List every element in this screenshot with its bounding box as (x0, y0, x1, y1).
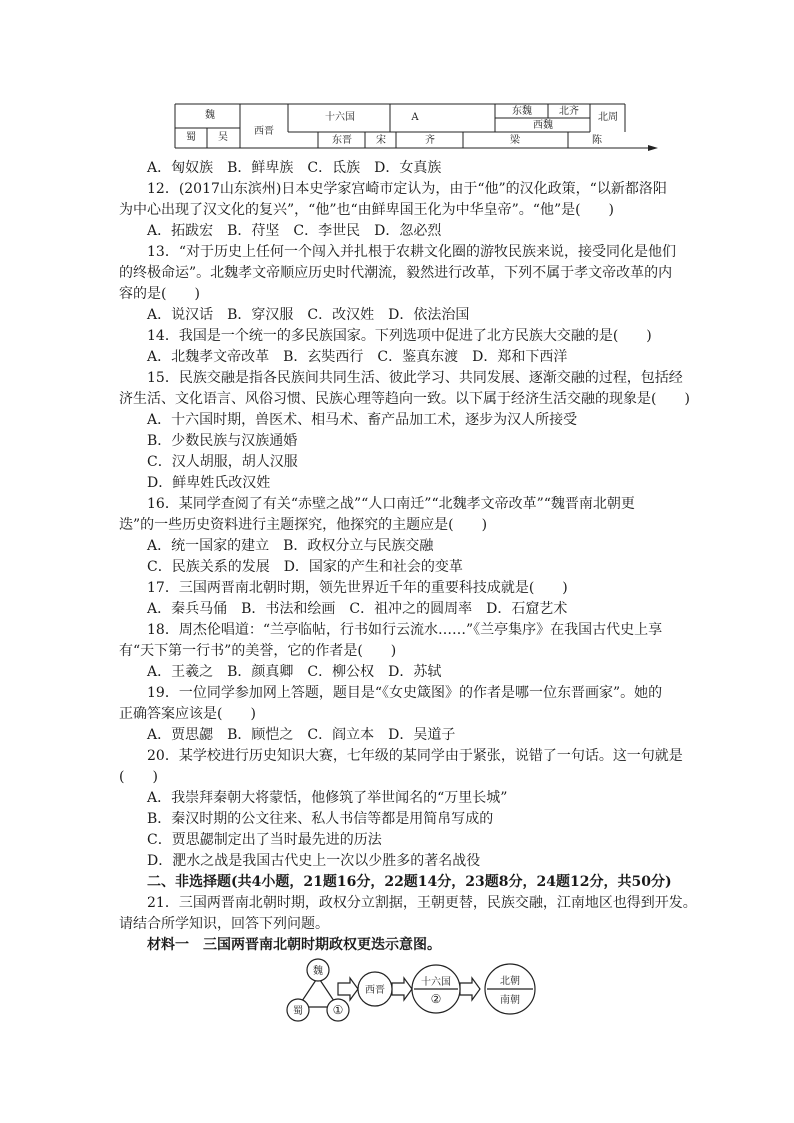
timeline-dongjin: 东晋 (332, 135, 352, 146)
q13-options: A．说汉话 B．穿汉服 C．改汉姓 D．依法治国 (147, 307, 470, 323)
q16-stem-2: 迭”的一些历史资料进行主题探究，他探究的主题应是( ) (119, 517, 488, 533)
q15-option-a: A．十六国时期，兽医术、相马术、畜产品加工术，逐步为汉人所接受 (147, 412, 578, 428)
q14-options: A．北魏孝文帝改革 B．玄奘西行 C．鉴真东渡 D．郑和下西洋 (147, 349, 568, 365)
timeline-shu: 蜀 (186, 132, 196, 143)
timeline-song: 宋 (376, 135, 386, 146)
timeline-wei: 魏 (205, 110, 215, 121)
q15-option-d: D．鲜卑姓氏改汉姓 (147, 475, 271, 491)
timeline-xijin: 西晋 (254, 126, 274, 137)
timeline-dongwei: 东魏 (512, 106, 532, 117)
diagram-blank-1: ① (332, 1003, 344, 1017)
q19-stem-2: 正确答案应该是( ) (119, 706, 256, 722)
diagram-shiliuguo: 十六国 (421, 977, 451, 988)
q20-stem-2: ( ) (119, 769, 158, 785)
diagram-xijin: 西晋 (365, 985, 385, 996)
q17-options: A．秦兵马俑 B．书法和绘画 C．祖冲之的圆周率 D．石窟艺术 (147, 601, 568, 617)
q12-stem-1: 12．(2017山东滨州)日本史学家宫崎市定认为，由于“他”的汉化政策，“以新都洛阳 (147, 181, 667, 197)
q15-stem-2: 济生活、文化语言、风俗习惯、民族心理等趋向一致。以下属于经济生活交融的现象是( ) (119, 391, 690, 407)
q18-stem-1: 18．周杰伦唱道：“兰亭临帖，行书如行云流水……”《兰亭集序》在我国古代史上享 (147, 622, 663, 638)
q20-option-d: D．淝水之战是我国古代史上一次以少胜多的著名战役 (147, 853, 481, 869)
diagram-wei: 魏 (313, 966, 323, 977)
q13-stem-3: 容的是( ) (119, 286, 200, 302)
q19-stem-1: 19．一位同学参加网上答题，题目是“《女史箴图》的作者是哪一位东晋画家”。她的 (147, 685, 663, 701)
q15-option-b: B．少数民族与汉族通婚 (147, 433, 298, 449)
timeline-liang: 梁 (510, 135, 520, 146)
q20-stem-1: 20．某学校进行历史知识大赛，七年级的某同学由于紧张，说错了一句话。这一句就是 (147, 748, 683, 764)
q18-stem-2: 有“天下第一行书”的美誉，它的作者是( ) (119, 643, 397, 659)
q20-option-c: C．贾思勰制定出了当时最先进的历法 (147, 832, 382, 848)
q12-options: A．拓跋宏 B．苻坚 C．李世民 D．忽必烈 (147, 223, 442, 239)
timeline-beizhou: 北周 (598, 112, 618, 123)
q13-stem-2: 的终极命运”。北魏孝文帝顺应历史时代潮流，毅然进行改革，下列不属于孝文帝改革的内 (119, 265, 673, 281)
q20-option-a: A．我崇拜秦朝大将蒙恬，他修筑了举世闻名的“万里长城” (147, 790, 508, 806)
q21-stem-1: 21．三国两晋南北朝时期，政权分立割据，王朝更替，民族交融，江南地区也得到开发。 (147, 895, 697, 911)
timeline-beiqi: 北齐 (559, 106, 579, 117)
timeline-wu: 吴 (218, 132, 228, 143)
material-1-caption: 材料一 三国两晋南北朝时期政权更迭示意图。 (147, 937, 441, 953)
q16-options-ab: A．统一国家的建立 B．政权分立与民族交融 (147, 538, 434, 554)
q21-stem-2: 请结合所学知识，回答下列问题。 (119, 916, 329, 932)
diagram-blank-2: ② (430, 992, 442, 1006)
diagram-nanchao: 南朝 (500, 995, 520, 1006)
q15-option-c: C．汉人胡服，胡人汉服 (147, 454, 298, 470)
timeline-qi: 齐 (425, 135, 435, 146)
q17-stem: 17．三国两晋南北朝时期，领先世界近千年的重要科技成就是( ) (147, 580, 568, 596)
section-2-heading: 二、非选择题(共4小题，21题16分，22题14分，23题8分，24题12分，共50分) (147, 874, 672, 890)
q18-options: A．王羲之 B．颜真卿 C．柳公权 D．苏轼 (147, 664, 442, 680)
diagram-beichao: 北朝 (500, 976, 520, 987)
q13-stem-1: 13．“对于历史上任何一个闯入并扎根于农耕文化圈的游牧民族来说，接受同化是他们 (147, 244, 676, 260)
q11-options: A．匈奴族 B．鲜卑族 C．氐族 D．女真族 (147, 160, 442, 176)
q16-stem-1: 16．某同学查阅了有关“赤壁之战”“人口南迁”“北魏孝文帝改革”“魏晋南北朝更 (147, 496, 635, 512)
timeline-xiwei: 西魏 (533, 120, 553, 131)
timeline-shiliuguo: 十六国 (325, 112, 355, 123)
q15-stem-1: 15．民族交融是指各民族间共同生活、彼此学习、共同发展、逐渐交融的过程，包括经 (147, 370, 683, 386)
timeline-a: A (411, 112, 419, 123)
q12-stem-2: 为中心出现了汉文化的复兴”，“他”也“由鲜卑国王化为中华皇帝”。“他”是( ) (119, 202, 615, 218)
q19-options: A．贾思勰 B．顾恺之 C．阎立本 D．吴道子 (147, 727, 456, 743)
timeline-chen: 陈 (592, 135, 602, 146)
q20-option-b: B．秦汉时期的公文往来、私人书信等都是用简帛写成的 (147, 811, 494, 827)
q14-stem: 14．我国是一个统一的多民族国家。下列选项中促进了北方民族大交融的是( ) (147, 328, 652, 344)
q16-options-cd: C．民族关系的发展 D．国家的产生和社会的变革 (147, 559, 463, 575)
diagram-shu: 蜀 (293, 1006, 303, 1017)
